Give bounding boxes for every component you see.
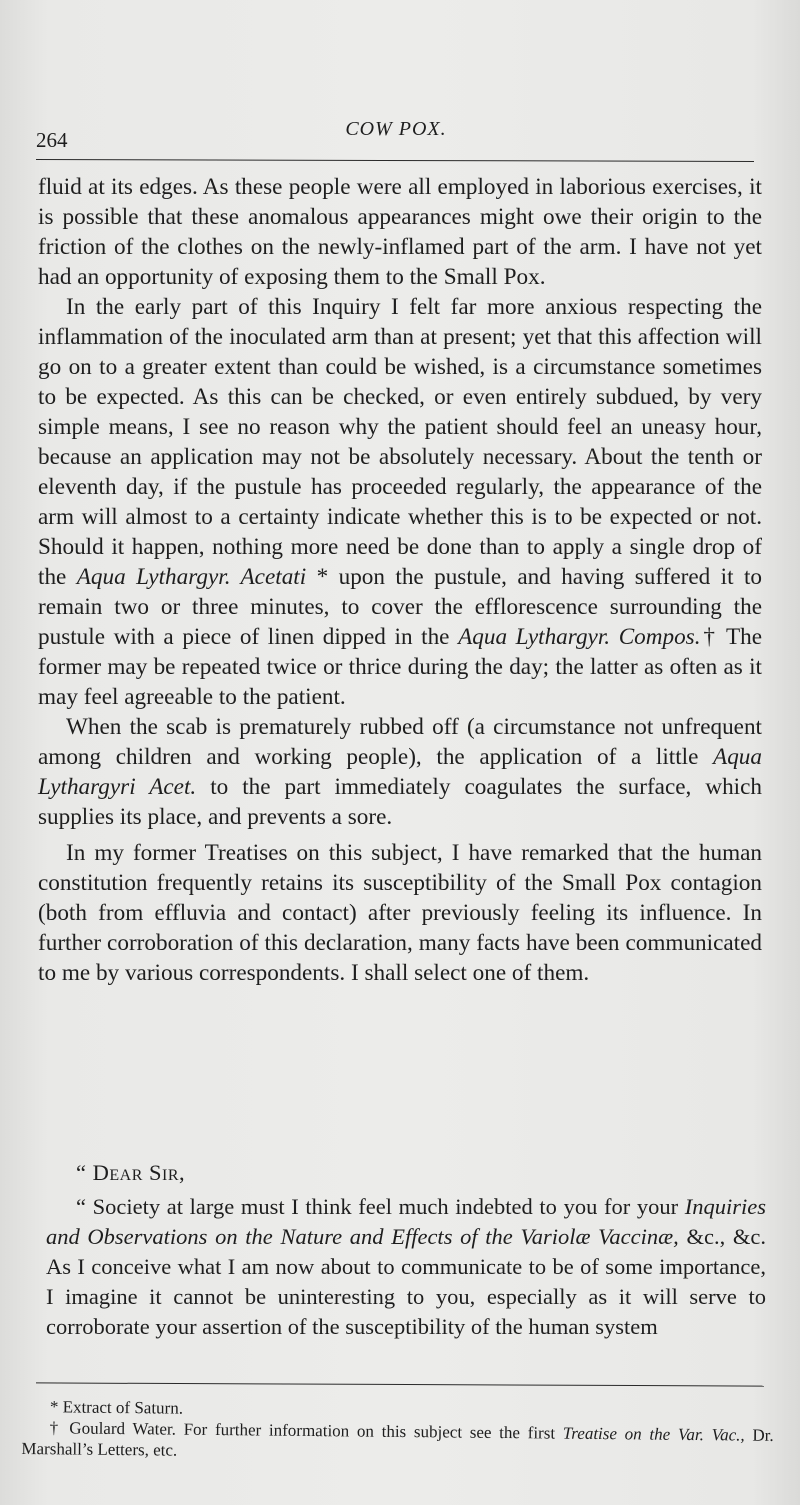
paragraph-3: When the scab is prematurely rubbed off (a circumstance not unfrequent among children and working people), the application of a little Aqua Lythargyri Acet. to the part immediately coagulates the surface, which supplies its place, and prevents a sore. bbox=[38, 714, 762, 830]
page-number: 264 bbox=[36, 128, 68, 152]
italic-term: Aqua Lythargyr. Acetati bbox=[76, 564, 307, 590]
italic-title: Treatise on the Var. Vac., bbox=[562, 1423, 745, 1445]
letter-body: “ Society at large must I think feel much indebted to you for your Inquiries and Observations on the Nature and Effects of the Variolæ Vaccinæ, &c., &c. As I conceive what I am now about to communicate to be of some importance, I imagine it cannot be uninteresting to you, especially as it will serve to corroborate your assertion of the susceptibility of the human system bbox=[46, 1194, 766, 1339]
italic-term: Aqua Lythargyri Acet. bbox=[38, 744, 762, 800]
italic-title: Inquiries and Observations on the Nature and Effects of the Variolæ Vaccinæ, bbox=[46, 1194, 766, 1249]
footnotes bbox=[21, 1396, 774, 1467]
running-head bbox=[36, 118, 756, 158]
body-text bbox=[38, 172, 762, 988]
running-title: COW POX. bbox=[345, 118, 447, 140]
italic-term: Aqua Lythargyr. Compos. bbox=[458, 624, 701, 650]
footnote-2: † Goulard Water. For further information on this subject see the first Treatise on the Var. Vac., Dr. Marshall’s Letters, etc. bbox=[21, 1418, 774, 1460]
footnote-rule bbox=[36, 1382, 764, 1386]
header-rule bbox=[36, 159, 754, 162]
paragraph-1: fluid at its edges. As these people were all employed in laborious exercises, it is possible that these anomalous appearances might owe their origin to the friction of the clothes on the newly-inflamed part of the arm. I have not yet had an opportunity of exposing them to the Small Pox. bbox=[38, 174, 762, 290]
paragraph-2: In the early part of this Inquiry I felt far more anxious respecting the inflammation of the inoculated arm than at present; yet that this affection will go on to a greater extent than could be wished, is a circumstance sometimes to be expected. As this can be checked, or even entirely subdued, by very simple means, I see no reason why the patient should feel an uneasy hour, because an application may not be absolutely necessary. About the tenth or eleventh day, if the pustule has proceeded regularly, the appearance of the arm will almost to a certainty indicate whether this is to be expected or not. Should it happen, nothing more need be done than to apply a single drop of the Aqua Lythargyr. Acetati * upon the pustule, and having suffered it to remain two or three minutes, to cover the efflorescence surrounding the pustule with a piece of linen dipped in the Aqua Lythargyr. Compos.† The former may be repeated twice or thrice during the day; the latter as often as it may feel agreeable to the patient. bbox=[38, 294, 763, 710]
quoted-letter bbox=[46, 1158, 766, 1342]
footnote-1: * Extract of Saturn. bbox=[49, 1397, 184, 1418]
paragraph-4: In my former Treatises on this subject, I have remarked that the human constitution frequently retains its susceptibility of the Small Pox contagion (both from effluvia and contact) after previously feeling its influence. In further corroboration of this declaration, many facts have been communicated to me by various correspondents. I shall select one of them. bbox=[38, 840, 762, 986]
letter-salutation: “ Dear Sir, bbox=[76, 1160, 186, 1185]
